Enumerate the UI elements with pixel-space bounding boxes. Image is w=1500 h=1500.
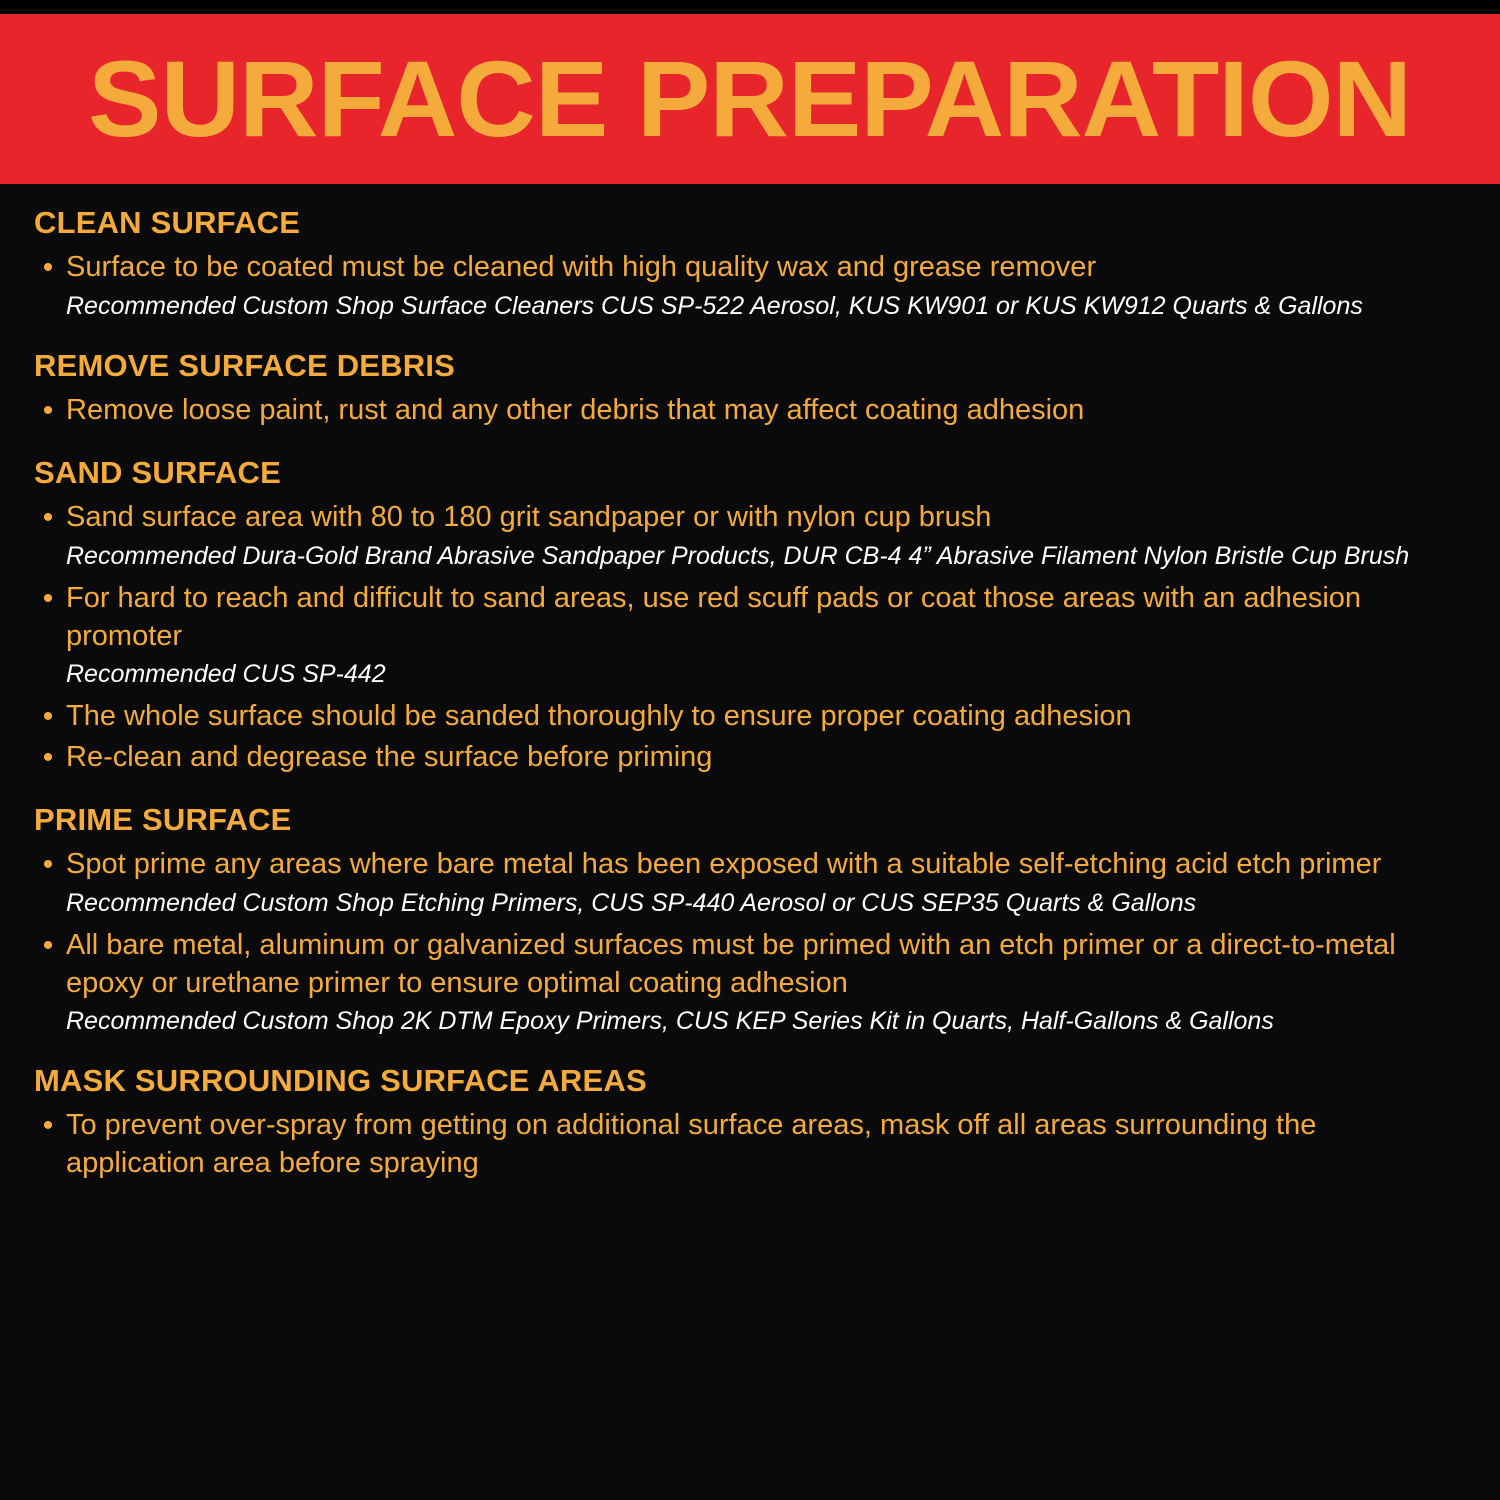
section-clean-surface — [30, 206, 1470, 323]
list-item-text: The whole surface should be sanded thoroughly to ensure proper coating adhesion — [66, 700, 1132, 733]
banner — [0, 14, 1500, 184]
recommendation-note: Recommended CUS SP-442 — [66, 660, 386, 689]
bullet-icon: • — [42, 929, 54, 963]
section-prime-surface — [30, 803, 1470, 1038]
top-spacer — [0, 0, 1500, 14]
list-item-text: Spot prime any areas where bare metal has been exposed with a suitable self-etching acid etch primer — [66, 848, 1382, 881]
list-item-text: For hard to reach and difficult to sand areas, use red scuff pads or coat those areas with an adhesion promoter — [66, 582, 1362, 653]
list-item — [30, 248, 1470, 287]
section-remove-surface-debris — [30, 349, 1470, 430]
list-item — [30, 697, 1470, 736]
section-heading: SAND SURFACE — [34, 455, 281, 491]
list-item-text: Surface to be coated must be cleaned with high quality wax and grease remover — [66, 251, 1097, 284]
section-heading: PRIME SURFACE — [34, 802, 292, 838]
bullet-icon: • — [42, 700, 54, 734]
list-item-text: Sand surface area with 80 to 180 grit sandpaper or with nylon cup brush — [66, 501, 992, 534]
recommendation-note: Recommended Custom Shop Surface Cleaners CUS SP-522 Aerosol, KUS KW901 or KUS KW912 Quarts & Gallons — [66, 292, 1363, 321]
list-item-text: All bare metal, aluminum or galvanized surfaces must be primed with an etch primer or a direct-to-metal epoxy or urethane primer to ensure optimal coating adhesion — [66, 929, 1396, 1000]
recommendation-note: Recommended Custom Shop Etching Primers, CUS SP-440 Aerosol or CUS SEP35 Quarts & Gallons — [66, 889, 1197, 918]
section-heading: REMOVE SURFACE DEBRIS — [34, 348, 456, 384]
bullet-icon: • — [42, 251, 54, 285]
section-sand-surface — [30, 456, 1470, 777]
list-item-text: Re-clean and degrease the surface before priming — [66, 741, 713, 774]
list-item — [30, 391, 1470, 430]
recommendation-note: Recommended Dura-Gold Brand Abrasive Sandpaper Products, DUR CB-4 4” Abrasive Filament Nylon Bristle Cup Brush — [66, 542, 1410, 571]
bullet-icon: • — [42, 1109, 54, 1143]
bullet-icon: • — [42, 848, 54, 882]
list-item — [30, 738, 1470, 777]
list-item — [30, 926, 1470, 1002]
bullet-icon: • — [42, 394, 54, 428]
list-item — [30, 845, 1470, 884]
list-item — [30, 1106, 1470, 1182]
list-item — [30, 579, 1470, 655]
bullet-icon: • — [42, 501, 54, 535]
bullet-icon: • — [42, 582, 54, 616]
list-item-text: Remove loose paint, rust and any other debris that may affect coating adhesion — [66, 394, 1085, 427]
list-item — [30, 498, 1470, 537]
section-heading: CLEAN SURFACE — [34, 205, 301, 240]
list-item-text: To prevent over-spray from getting on additional surface areas, mask off all areas surrounding the application area before spraying — [66, 1109, 1317, 1180]
page-title: SURFACE PREPARATION — [88, 38, 1412, 159]
sections-container — [0, 184, 1500, 1194]
section-mask-surrounding-surface-areas — [30, 1064, 1470, 1182]
bullet-icon: • — [42, 741, 54, 775]
recommendation-note: Recommended Custom Shop 2K DTM Epoxy Primers, CUS KEP Series Kit in Quarts, Half-Gallons & Gallons — [66, 1007, 1274, 1036]
section-heading: MASK SURROUNDING SURFACE AREAS — [34, 1063, 647, 1099]
